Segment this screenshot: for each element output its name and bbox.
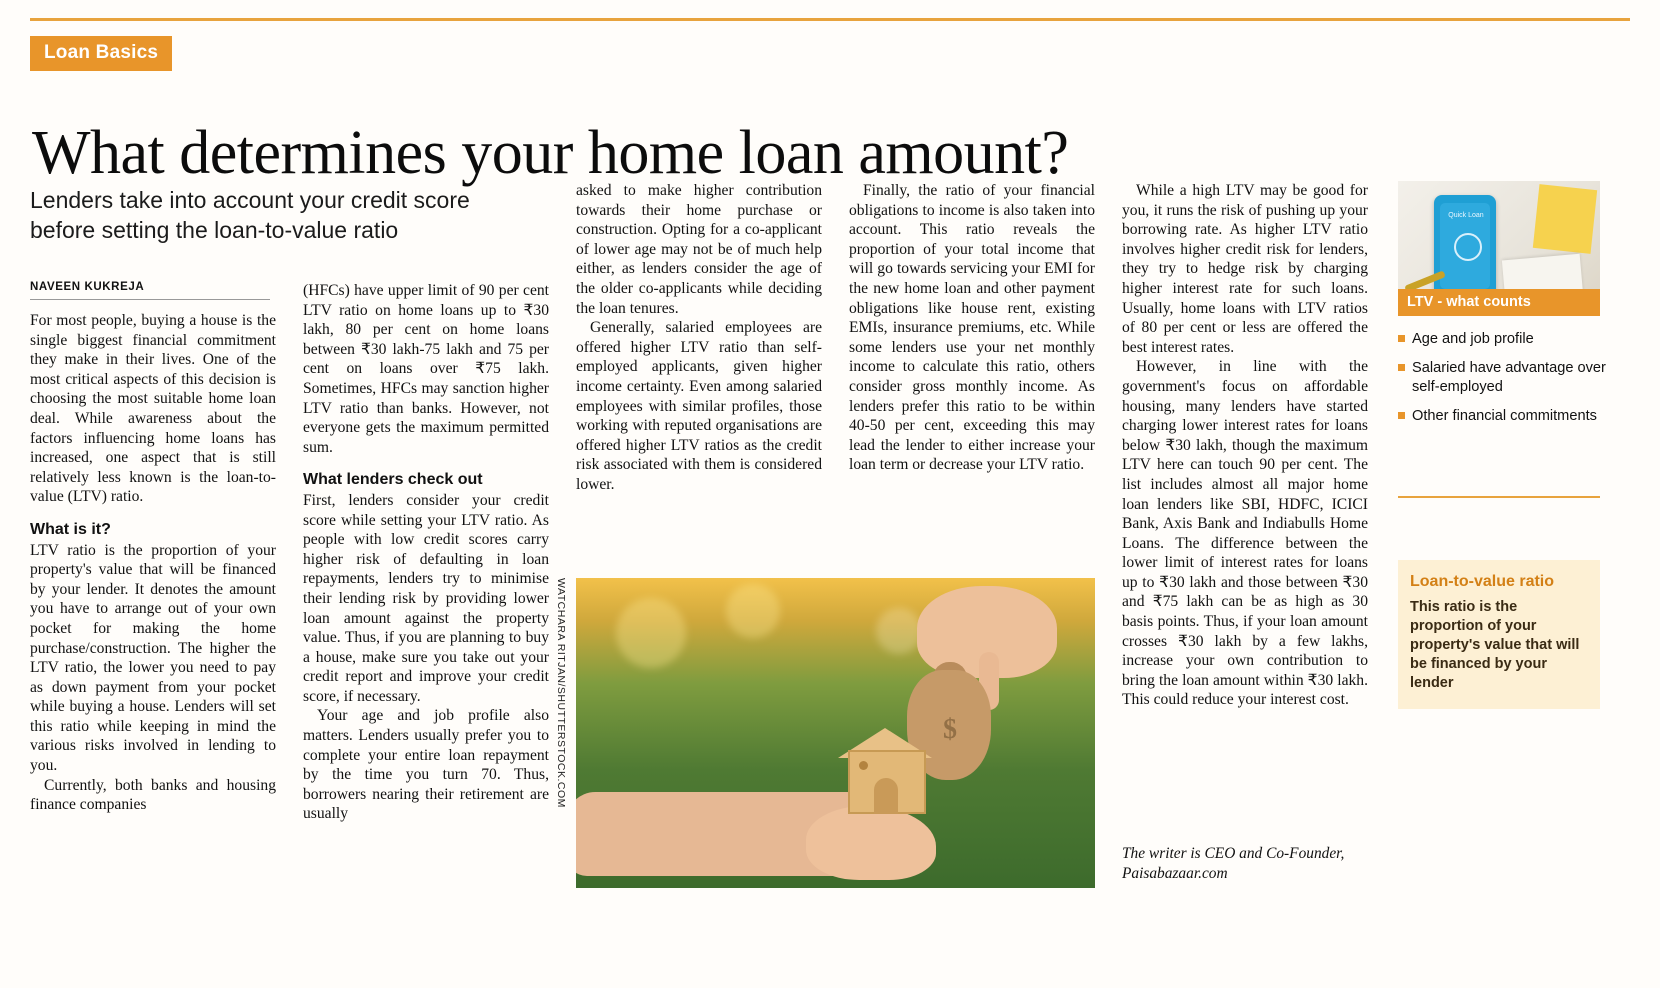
currency-symbol: $ [943, 714, 957, 745]
subhead-what-is-it: What is it? [30, 520, 111, 538]
paragraph: Currently, both banks and housing finance companies [30, 776, 276, 814]
standfirst-deck: Lenders take into account your credit score before setting the loan-to-value ratio [30, 187, 470, 243]
callout-title: Loan-to-value ratio [1410, 573, 1555, 590]
subhead-what-lenders-check-out: What lenders check out [303, 471, 483, 489]
paragraph: LTV ratio is the proportion of your property's value that will be financed by your lender. It denotes the amount you have to arrange out of your own pocket for making the home purchase/construction. The higher the LTV ratio, the lower you need to pay as down payment from your pocket while buying a house. Lenders will set this ratio while keeping in mind the various risks involved in lending to you. [30, 541, 276, 775]
body-column-2 [303, 281, 549, 824]
sidebar-divider [1398, 496, 1600, 498]
paragraph: However, in line with the government's focus on affordable housing, many lenders have started charging lower interest rates for loans below ₹30 lakh, though the maximum LTV here can touch 90 per cent. The list includes almost all major home loan lenders like SBI, HDFC, ICICI Bank, Axis Bank and Indiabulls Home Loans. The difference between the lower limit of interest rates for loans up to ₹30 lakh and those between ₹30 and ₹75 lakh can be as high as 30 basis points. Thus, if your loan amount crosses ₹30 lakh by a few lakhs, increase your own contribution to bring the loan amount within ₹30 lakh. This could reduce your interest cost. [1122, 358, 1368, 709]
photo-credit: WATCHARA RITJAN/SHUTTERSTOCK.COM [555, 578, 567, 808]
body-column-4 [849, 181, 1095, 475]
paragraph: First, lenders consider your credit score while setting your LTV ratio. As people with low credit scores carry higher risk of defaulting in loan repayments, lenders try to minimise their lending risk by providing lower loan amount against the property value. Thus, if you are planning to buy a house, make sure you take out your credit report and improve your credit score, if necessary. [303, 491, 549, 705]
writer-credit: The writer is CEO and Co-Founder, Paisabazaar.com [1122, 845, 1345, 882]
house-door-icon [874, 778, 898, 814]
phone-screen-label: Quick Loan [1448, 212, 1484, 219]
sticky-note [1533, 184, 1597, 254]
sidebar-photo [1398, 181, 1600, 301]
list-item: Salaried have advantage over self-employed [1398, 359, 1608, 397]
paragraph: (HFCs) have upper limit of 90 per cent LTV ratio on home loans up to ₹30 lakh, 80 per cent on home loans between ₹30 lakh-75 lakh and 75 per cent on loans over ₹75 lakh. Sometimes, HFCs may sanction higher LTV ratio than banks. However, not everyone gets the maximum permitted sum. [303, 282, 549, 456]
paragraph: asked to make higher contribution towards their home purchase or construction. Opting for a co-applicant of lower age may not be of much help either, as lenders consider the age of the older co-applicants while deciding the loan tenures. [576, 182, 822, 317]
paragraph: Generally, salaried employees are offered higher LTV ratio than self-employed applicants, given higher income certainty. Even among salaried employees with similar profiles, those working with reputed organisations are offered higher LTV ratios as the credit risk associated with them is considered lower. [576, 319, 822, 493]
bokeh-light [876, 608, 922, 654]
house-window-icon [859, 761, 868, 770]
body-column-3 [576, 181, 822, 495]
sidebar-caption: LTV - what counts [1398, 289, 1600, 316]
paragraph: For most people, buying a house is the single biggest financial commitment they make in their lives. One of the most critical aspects of this decision is choosing the most suitable home loan deal. While awareness about the factors influencing home loans has increased, one aspect that is still relatively less known is the loan-to-value (LTV) ratio. [30, 312, 276, 506]
list-item: Age and job profile [1398, 330, 1608, 349]
callout-box [1398, 560, 1600, 709]
top-rule-divider [30, 18, 1630, 21]
list-item: Other financial commitments [1398, 407, 1608, 426]
paragraph: Your age and job profile also matters. Lenders usually prefer you to complete your entire loan repayment by the time you turn 70. Thus, borrowers nearing their retirement are usually [303, 707, 549, 823]
sidebar-bullet-list [1398, 330, 1608, 436]
bokeh-light [726, 584, 780, 638]
article-photo [576, 578, 1095, 888]
byline: NAVEEN KUKREJA [30, 281, 270, 300]
paragraph: While a high LTV may be good for you, it runs the risk of pushing up your borrowing rate. As higher LTV ratio involves higher credit risk for lenders, they try to hedge risk by charging higher interest rate for such loans. Usually, home loans with LTV ratios of 80 per cent or less are offered the best interest rates. [1122, 182, 1368, 356]
paragraph: Finally, the ratio of your financial obligations to income is also taken into account. This ratio reveals the proportion of your total income that will go towards servicing your EMI for the new home loan and other payment obligations like house rent, existing EMIs, insurance premiums, etc. While some lenders use your net monthly income to calculate this ratio, others consider gross monthly income. As lenders prefer this ratio to be within 40-50 per cent, exceeding this may lead the lender to either increase your loan term or decrease your LTV ratio. [849, 182, 1095, 474]
page-title: What determines your home loan amount? [32, 118, 1069, 187]
open-palm [806, 806, 936, 880]
body-column-1 [30, 311, 276, 815]
callout-text: This ratio is the proportion of your property's value that will be financed by your lender [1410, 599, 1580, 691]
section-kicker: Loan Basics [30, 36, 172, 71]
body-column-5 [1122, 181, 1368, 710]
phone-dial-icon [1454, 233, 1482, 261]
bokeh-light [616, 598, 686, 668]
